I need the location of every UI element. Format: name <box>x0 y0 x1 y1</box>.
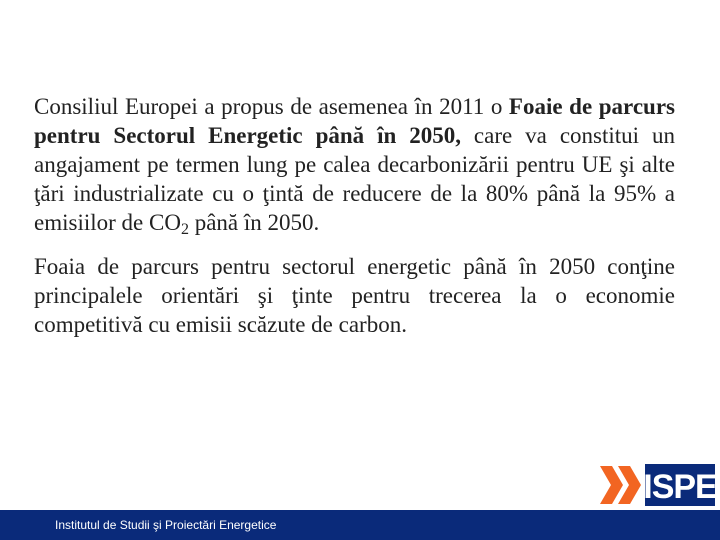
paragraph-roadmap-proposal <box>34 92 675 237</box>
ispe-logo <box>598 460 718 510</box>
paragraph-ending: până în 2050. <box>188 210 320 235</box>
paragraph-middle: care va constitui un angajament pe termen lung pe calea decarbonizării pentru UE şi alte ţări industrializate cu o ţintă de reducere de la 80% până la 95% a emisiilor de CO <box>34 123 675 235</box>
footer-bar <box>0 510 720 540</box>
footer-institution-name: Institutul de Studii şi Proiectări Energetice <box>55 518 277 532</box>
paragraph-intro: Consiliul Europei a propus de asemenea în 2011 o <box>34 94 509 119</box>
slide-body <box>34 92 675 339</box>
paragraph-bold-title: Foaie de parcurs pentru Sectorul Energetic până în 2050, <box>34 94 675 148</box>
co2-subscript: 2 <box>180 221 189 238</box>
double-chevron-icon <box>600 466 641 504</box>
logo-text: ISPE <box>643 468 717 506</box>
paragraph-roadmap-content: Foaia de parcurs pentru sectorul energetic până în 2050 conţine principalele orientări şi ţinte pentru trecerea la o economie competitivă cu emisii scăzute de carbon. <box>34 254 675 337</box>
